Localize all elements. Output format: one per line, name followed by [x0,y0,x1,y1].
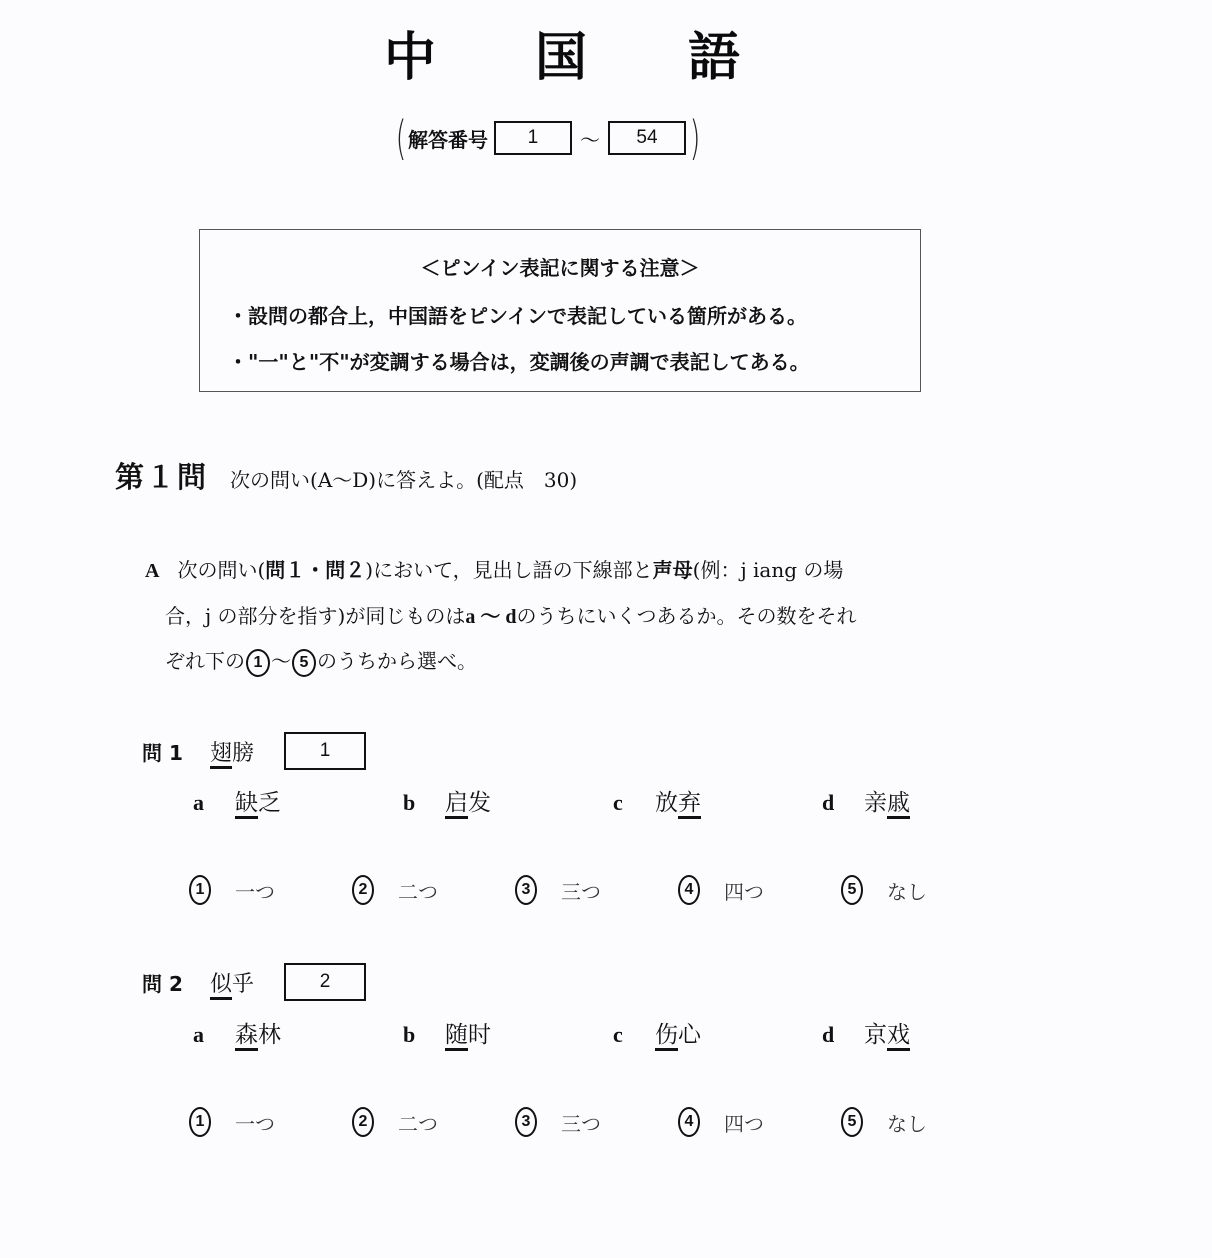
part-a-label: A [145,560,160,582]
text: ～ [271,649,291,673]
underlined-char: 伤 [655,1022,678,1048]
question-1-choice-c [613,784,701,817]
notice-line-2: ・"一"と"不"が変調する場合は，変調後の声調で表記してある。 [228,350,810,374]
char: 膀 [232,740,255,766]
notice-line-1: ・設問の都合上，中国語をピンインで表記している箇所がある。 [228,304,807,328]
choice-letter: b [403,1022,416,1047]
question-1-option-5[interactable] [840,875,927,905]
circled-number-icon: 2 [352,1107,374,1137]
char: 时 [468,1022,491,1048]
choice-word [445,1016,491,1049]
question-1-option-2[interactable] [351,875,438,905]
option-text: なし [887,879,927,904]
circled-number-icon: 1 [246,649,270,677]
option-text: 三つ [561,1111,601,1136]
char: 乏 [258,790,281,816]
question-2-option-5[interactable] [840,1107,927,1137]
question-2-label: 問 2 [142,971,183,996]
section-title: 第１問 [115,460,209,494]
answer-number-label: 解答番号 [407,127,488,152]
pinyin-notice-box [199,229,921,392]
question-1-choice-b [403,784,491,817]
question-2-option-2[interactable] [351,1107,438,1137]
char: 林 [258,1022,281,1048]
circled-number-icon: 1 [189,1107,211,1137]
option-text: 一つ [235,879,275,904]
question-1-option-1[interactable] [188,875,275,905]
choice-letter: c [613,790,623,815]
question-1-label: 問 1 [142,740,183,765]
choice-letter: a [193,790,204,815]
underlined-char: 翅 [210,740,233,766]
page-title-char-3: 語 [688,28,741,88]
text: (例：j iang の場 [692,558,844,582]
question-1-headword [210,736,254,767]
circled-number-icon: 4 [678,875,700,905]
choice-word [445,784,491,817]
char: 发 [468,790,491,816]
text: のうちにいくつあるか。その数をそれ [516,604,857,628]
choice-word [864,1016,910,1049]
section-header [115,455,577,496]
text: )において，見出し語の下線部と [365,558,653,582]
char: 京 [864,1022,887,1048]
text-bold: a ～ d [465,606,517,628]
answer-range-start-box: 1 [494,121,572,155]
circled-number-icon: 4 [678,1107,700,1137]
choice-word [655,1016,701,1049]
option-text: 二つ [398,1111,438,1136]
question-2-header [142,963,366,1001]
choice-letter: d [822,1022,835,1047]
char: 放 [655,790,678,816]
char: 亲 [864,790,887,816]
text: ぞれ下の [165,649,245,673]
question-1-choice-a [193,784,281,817]
part-a-instruction-line-2 [165,600,857,629]
text-bold: 問１・問２ [265,558,366,582]
underlined-char: 随 [445,1022,468,1048]
text: 合，j の部分を指す)が同じものは [165,604,466,628]
question-2-answer-box[interactable]: 2 [284,963,366,1001]
option-text: 四つ [724,1111,764,1136]
question-2-choice-c [613,1016,701,1049]
option-text: 四つ [724,879,764,904]
choice-letter: b [403,790,416,815]
circled-number-icon: 5 [841,875,863,905]
text-bold: 声母 [652,558,693,582]
question-2-option-1[interactable] [188,1107,275,1137]
choice-word [864,784,910,817]
text: のうちから選べ。 [317,649,477,673]
question-1-option-4[interactable] [677,875,764,905]
page-title-char-1: 中 [384,28,437,88]
choice-letter: a [193,1022,204,1047]
underlined-char: 似 [210,971,233,997]
part-a-instruction-line-3 [165,645,477,677]
choice-word [235,1016,281,1049]
choice-word [235,784,281,817]
underlined-char: 戚 [887,790,910,816]
choice-word [655,784,701,817]
question-2-choice-d [822,1016,910,1049]
underlined-char: 启 [445,790,468,816]
question-2-option-4[interactable] [677,1107,764,1137]
circled-number-icon: 3 [515,875,537,905]
option-text: 三つ [561,879,601,904]
underlined-char: 缺 [235,790,258,816]
question-2-option-3[interactable] [514,1107,601,1137]
circled-number-icon: 1 [189,875,211,905]
char: 乎 [232,971,255,997]
char: 心 [678,1022,701,1048]
answer-number-range [392,110,704,166]
choice-letter: d [822,790,835,815]
page-title-char-2: 国 [535,28,588,88]
question-1-answer-box[interactable]: 1 [284,732,366,770]
part-a-instruction-line-1 [145,554,843,583]
left-paren: ( [395,111,407,165]
circled-number-icon: 5 [841,1107,863,1137]
question-1-option-3[interactable] [514,875,601,905]
option-text: 二つ [398,879,438,904]
circled-number-icon: 5 [292,649,316,677]
choice-letter: c [613,1022,623,1047]
question-2-headword [210,967,254,998]
answer-range-end-box: 54 [608,121,686,155]
circled-number-icon: 2 [352,875,374,905]
right-paren: ) [689,111,701,165]
underlined-char: 弃 [678,790,701,816]
notice-title: ＜ピンイン表記に関する注意＞ [420,256,700,280]
text: 次の問い( [177,558,266,582]
circled-number-icon: 3 [515,1107,537,1137]
underlined-char: 森 [235,1022,258,1048]
question-2-choice-a [193,1016,281,1049]
question-1-header [142,732,366,770]
section-instruction: 次の問い(A～D)に答えよ。(配点 30) [230,468,578,492]
range-separator: ～ [579,127,600,152]
option-text: 一つ [235,1111,275,1136]
option-text: なし [887,1111,927,1136]
underlined-char: 戏 [887,1022,910,1048]
question-1-choice-d [822,784,910,817]
question-2-choice-b [403,1016,491,1049]
